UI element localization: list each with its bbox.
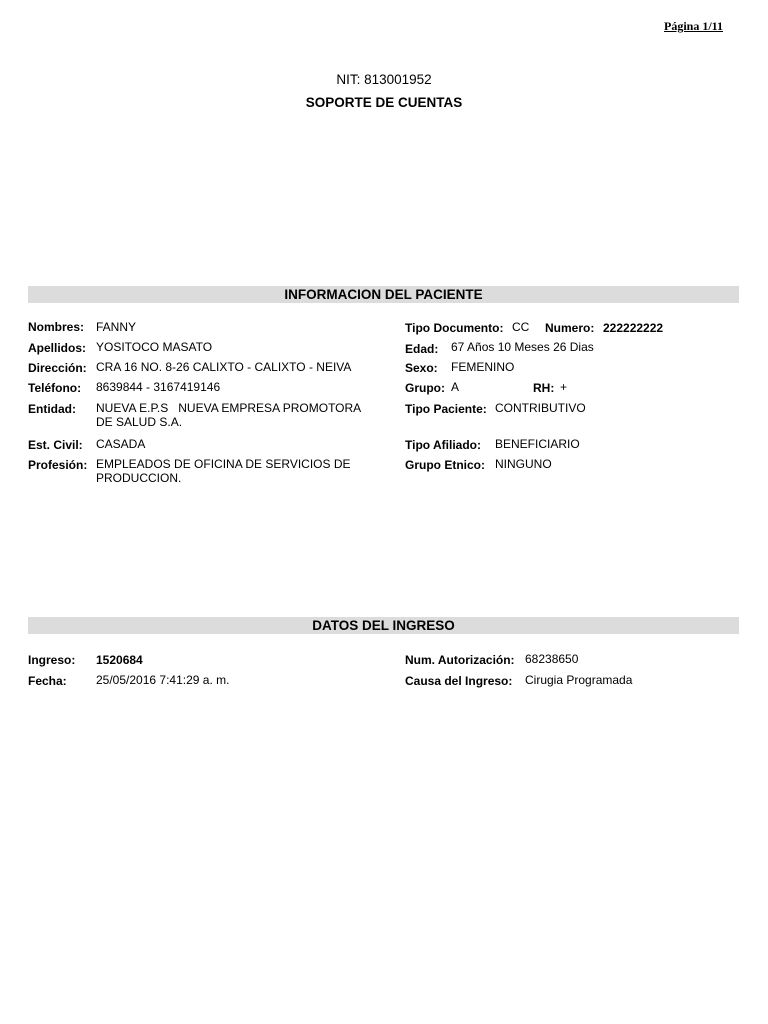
telefono-label: Teléfono:: [28, 381, 82, 395]
fecha-label: Fecha:: [28, 674, 67, 688]
ingreso-label: Ingreso:: [28, 653, 76, 667]
nombres-value: FANNY: [96, 320, 137, 334]
causa-label: Causa del Ingreso:: [405, 674, 513, 688]
apellidos-value: YOSITOCO MASATO: [96, 340, 213, 354]
profesion-value-line1: EMPLEADOS DE OFICINA DE SERVICIOS DE: [96, 457, 351, 471]
numero-label: Numero:: [545, 321, 595, 335]
entidad-value-line2: DE SALUD S.A.: [96, 415, 183, 429]
document-title: SOPORTE DE CUENTAS: [305, 95, 463, 110]
est-civil-value: CASADA: [96, 437, 146, 451]
nit-header: NIT: 813001952: [336, 72, 432, 87]
tipo-documento-label: Tipo Documento:: [405, 321, 504, 335]
ingreso-value: 1520684: [96, 653, 143, 667]
admission-section-heading: DATOS DEL INGRESO: [28, 617, 739, 634]
tipo-paciente-label: Tipo Paciente:: [405, 402, 487, 416]
tipo-paciente-value: CONTRIBUTIVO: [495, 401, 586, 415]
causa-value: Cirugia Programada: [525, 673, 633, 687]
tipo-afiliado-value: BENEFICIARIO: [495, 437, 580, 451]
tipo-documento-value: CC: [512, 320, 530, 334]
edad-value: 67 Años 10 Meses 26 Dias: [451, 340, 594, 354]
apellidos-label: Apellidos:: [28, 341, 87, 355]
rh-label: RH:: [533, 381, 555, 395]
sexo-value: FEMENINO: [451, 360, 515, 374]
page-number: Página 1/11: [663, 19, 723, 33]
sexo-label: Sexo:: [405, 361, 438, 375]
telefono-value: 8639844 - 3167419146: [96, 380, 221, 394]
autorizacion-label: Num. Autorización:: [405, 653, 515, 667]
tipo-afiliado-label: Tipo Afiliado:: [405, 438, 481, 452]
direccion-value: CRA 16 NO. 8-26 CALIXTO - CALIXTO - NEIVA: [96, 360, 352, 374]
fecha-value: 25/05/2016 7:41:29 a. m.: [96, 673, 230, 687]
grupo-etnico-value: NINGUNO: [495, 457, 552, 471]
profesion-label: Profesión:: [28, 458, 88, 472]
edad-label: Edad:: [405, 342, 439, 356]
autorizacion-value: 68238650: [525, 652, 579, 666]
est-civil-label: Est. Civil:: [28, 438, 83, 452]
nombres-label: Nombres:: [28, 320, 85, 334]
entidad-value-line1: NUEVA E.P.S NUEVA EMPRESA PROMOTORA: [96, 401, 362, 415]
grupo-value: A: [451, 380, 460, 394]
patient-section-heading: INFORMACION DEL PACIENTE: [28, 286, 739, 303]
grupo-etnico-label: Grupo Etnico:: [405, 458, 485, 472]
rh-value: +: [560, 380, 568, 394]
direccion-label: Dirección:: [28, 361, 87, 375]
profesion-value-line2: PRODUCCION.: [96, 471, 182, 485]
grupo-label: Grupo:: [405, 381, 445, 395]
numero-value: 222222222: [603, 321, 664, 335]
entidad-label: Entidad:: [28, 402, 76, 416]
